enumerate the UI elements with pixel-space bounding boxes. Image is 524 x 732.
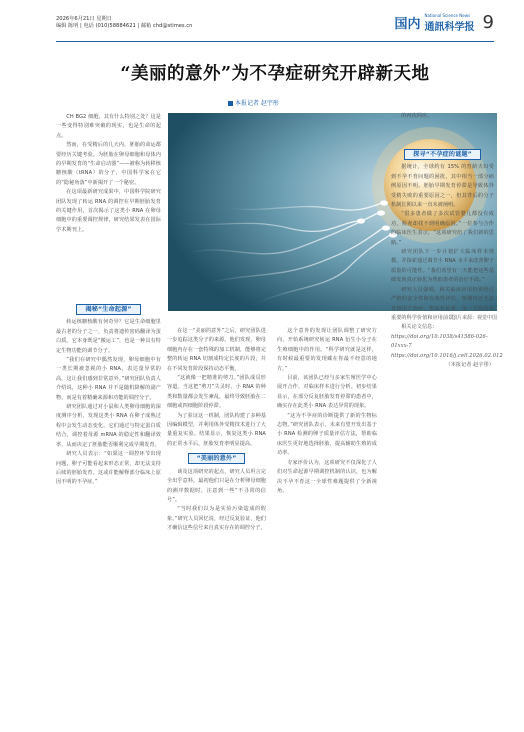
paragraph: “很多患者做了多次试管婴儿都没有成功，检查却找不到明确原因。”一位参与合作的临床医生表示，“这项研究给了我们新的思路。”	[391, 211, 494, 246]
paragraph: 研究团队通过对小鼠和人类卵母细胞的深度测序分析，发现这类小 RNA 在卵子成熟过程中会发生动态变化。它们通过与特定蛋白质结合，调控着母源 mRNA 的稳定性和翻译效率，从而决定了胚胎能否顺利完成早期发育。	[56, 404, 161, 448]
byline-marker-icon	[228, 101, 233, 106]
paragraph: 这个意外的发现让团队调整了研究方向，开始系统研究转运 RNA 衍生小分子在生殖细胞中的作用。“科学研究就是这样，有时候最重要的发现藏在你最不经意的地方。”	[277, 328, 377, 372]
paragraph: “这为不孕症的诊断提供了新的生物标志物。”研究团队表示，未来有望开发出基于小 RNA 检测的卵子质量评估方法，帮助临床医生更好地选择胚胎，提高辅助生殖的成功率。	[277, 412, 377, 457]
reference-link[interactable]: https://doi.org/10.1038/s41586-026-01xxx-7	[391, 333, 488, 350]
issue-date: 2026年6月21日 星期日	[56, 16, 112, 22]
signoff: （本报记者 赵宇彤）	[445, 361, 494, 368]
paragraph: 在这一“美丽的意外”之后，研究团队进一步追踪这类分子的来源。他们发现，卵母细胞内存在一套特殊的加工机制，能够将完整的转运 RNA 切割成特定长度的片段，并在不同发育阶段保持动态平衡。	[167, 328, 266, 372]
column-2	[167, 327, 266, 534]
byline-text: 本报记者 赵宇彤	[235, 100, 279, 107]
section-name: 国内	[394, 17, 421, 32]
paragraph: 相关论文信息：	[401, 324, 438, 331]
paragraph: 为了验证这一机制，团队构建了多种基因编辑模型，并利用体外受精技术进行了大量重复实验。结果显示，恢复这类小 RNA 的正常水平后，胚胎发育率明显提高。	[167, 412, 266, 447]
header-divider	[56, 41, 494, 42]
editor-info: 编辑 陈明 | 电话 (010)58884621 | 邮箱 chd@stimes.cn	[56, 23, 193, 29]
paragraph: 研究团队下一步计划扩大临床样本规模，并探索通过调节小 RNA 水平来改善卵子质量的可能性。“我们希望有一天能把这些基础发现真正转化为帮助患者的治疗手段。”	[391, 249, 494, 284]
paragraph: 转运核糖核酸有何奇异？它是生命细胞里最古老的分子之一，负责将遗传密码翻译为蛋白质。它本身既是“搬运工”，也是一种具有特定生物功能的调节分子。	[56, 319, 161, 354]
header-meta	[56, 16, 192, 30]
page-number: 9	[482, 12, 494, 33]
column-1-top	[56, 113, 161, 235]
article-title: “美丽的意外”为不孕症研究开辟新天地	[120, 64, 430, 84]
brand-block	[425, 13, 475, 33]
subhead-origin: 揭秘“生命起源”	[56, 304, 161, 315]
paragraph: 研究人员强调，相关临床应用仍需经过严格的安全性和有效性评估，短期内还无法直接用于治疗。但从长远看，这一方向具有重要的科学价值和应用前景。	[391, 286, 494, 321]
paragraph: “当时我们以为是实验污染造成的假象。”研究人员回忆说，经过反复验证，他们才确信这些信号来自真实存在的调控分子。	[167, 506, 266, 532]
subhead-infertility: 探寻“不孕症的谜题”	[391, 149, 494, 160]
paragraph: 专家评价认为，这项研究不仅深化了人们对生命起源早期调控机制的认识，也为解决不孕不育这一全球性难题提供了全新视角。	[277, 459, 377, 494]
subhead-accident: “美丽的意外”	[167, 453, 266, 464]
paragraph: 目前，该团队已经与多家生殖医学中心展开合作，对临床样本进行分析。初步结果显示，在部分反复胚胎发育停滞的患者中，确实存在此类小 RNA 表达异常的现象。	[277, 375, 377, 410]
photo-caption: 图片来源：视觉中国	[451, 315, 497, 321]
paragraph: 谈及这项研究的起点，研究人员坦言完全出乎意料。最初他们只是在分析卵母细胞的测序数据时，注意到一些“不寻常的信号”。	[167, 468, 266, 503]
paragraph: “我们在研究中偶然发现，卵母细胞中有一类长期被忽视的小 RNA，表达量异常的高，这让我们感到非常意外。”研究团队负责人介绍说，这种小 RNA 并不是随机降解的副产物，而是有着精确来源和功能的调控分子。	[56, 357, 161, 401]
header-brand	[395, 12, 494, 33]
byline	[228, 98, 279, 107]
column-4	[391, 145, 503, 370]
reference-link[interactable]: https://doi.org/10.1016/j.cell.2026.02.012	[391, 352, 503, 359]
section-en: National Science News	[424, 12, 471, 18]
paragraph: 在这项最新研究成果中，中国科学院研究团队发现了转运 RNA 的调控在早期胚胎发育的关键作用，首次揭示了这类小 RNA 在卵母细胞中的重要调控规律，研究结果发表在国际学术期刊上。	[56, 189, 161, 233]
paragraph: 然而，在受精后的几天内，胚胎的命运都要经历关键考验。为胚胎在卵母细胞和母体内的早期发育的“生命启动器”——被称为转移核糖核酸（tRNA）的分子，中国科学家在它的“隐秘角落”中新揭开了一个秘密。	[56, 142, 161, 186]
page-header	[0, 0, 524, 48]
paragraph: “这就像一把精准的剪刀。”团队成员形容道。当这把“剪刀”失灵时，小 RNA 的种类和数量都会发生紊乱，最终导致胚胎在二细胞或四细胞阶段停滞。	[167, 375, 266, 410]
column-3	[277, 327, 377, 496]
column-4-top	[391, 112, 494, 121]
paragraph: CH BG2 细胞，其有什么特别之处？这是一些变得特别难突破的现实，也是生命的起点。	[56, 114, 161, 139]
paragraph: 据统计，全球约有 15% 的育龄夫妇受到不孕不育问题的困扰，其中相当一部分病例原因不明。胚胎早期发育停滞是导致体外受精失败的重要原因之一，但其背后的分子机制长期以来一直未被阐明。	[391, 164, 494, 209]
paragraph: 的再次回应。	[401, 113, 433, 119]
column-1-bottom	[56, 300, 161, 488]
newspaper-brand: 通訊科学报	[424, 21, 475, 33]
paragraph: 研究人员表示：“如果这一调控环节出现问题，卵子可能看起来形态正常，却无法支持后续的胚胎发育。这或许能解释部分临床上原因不明的不孕症。”	[56, 451, 161, 486]
